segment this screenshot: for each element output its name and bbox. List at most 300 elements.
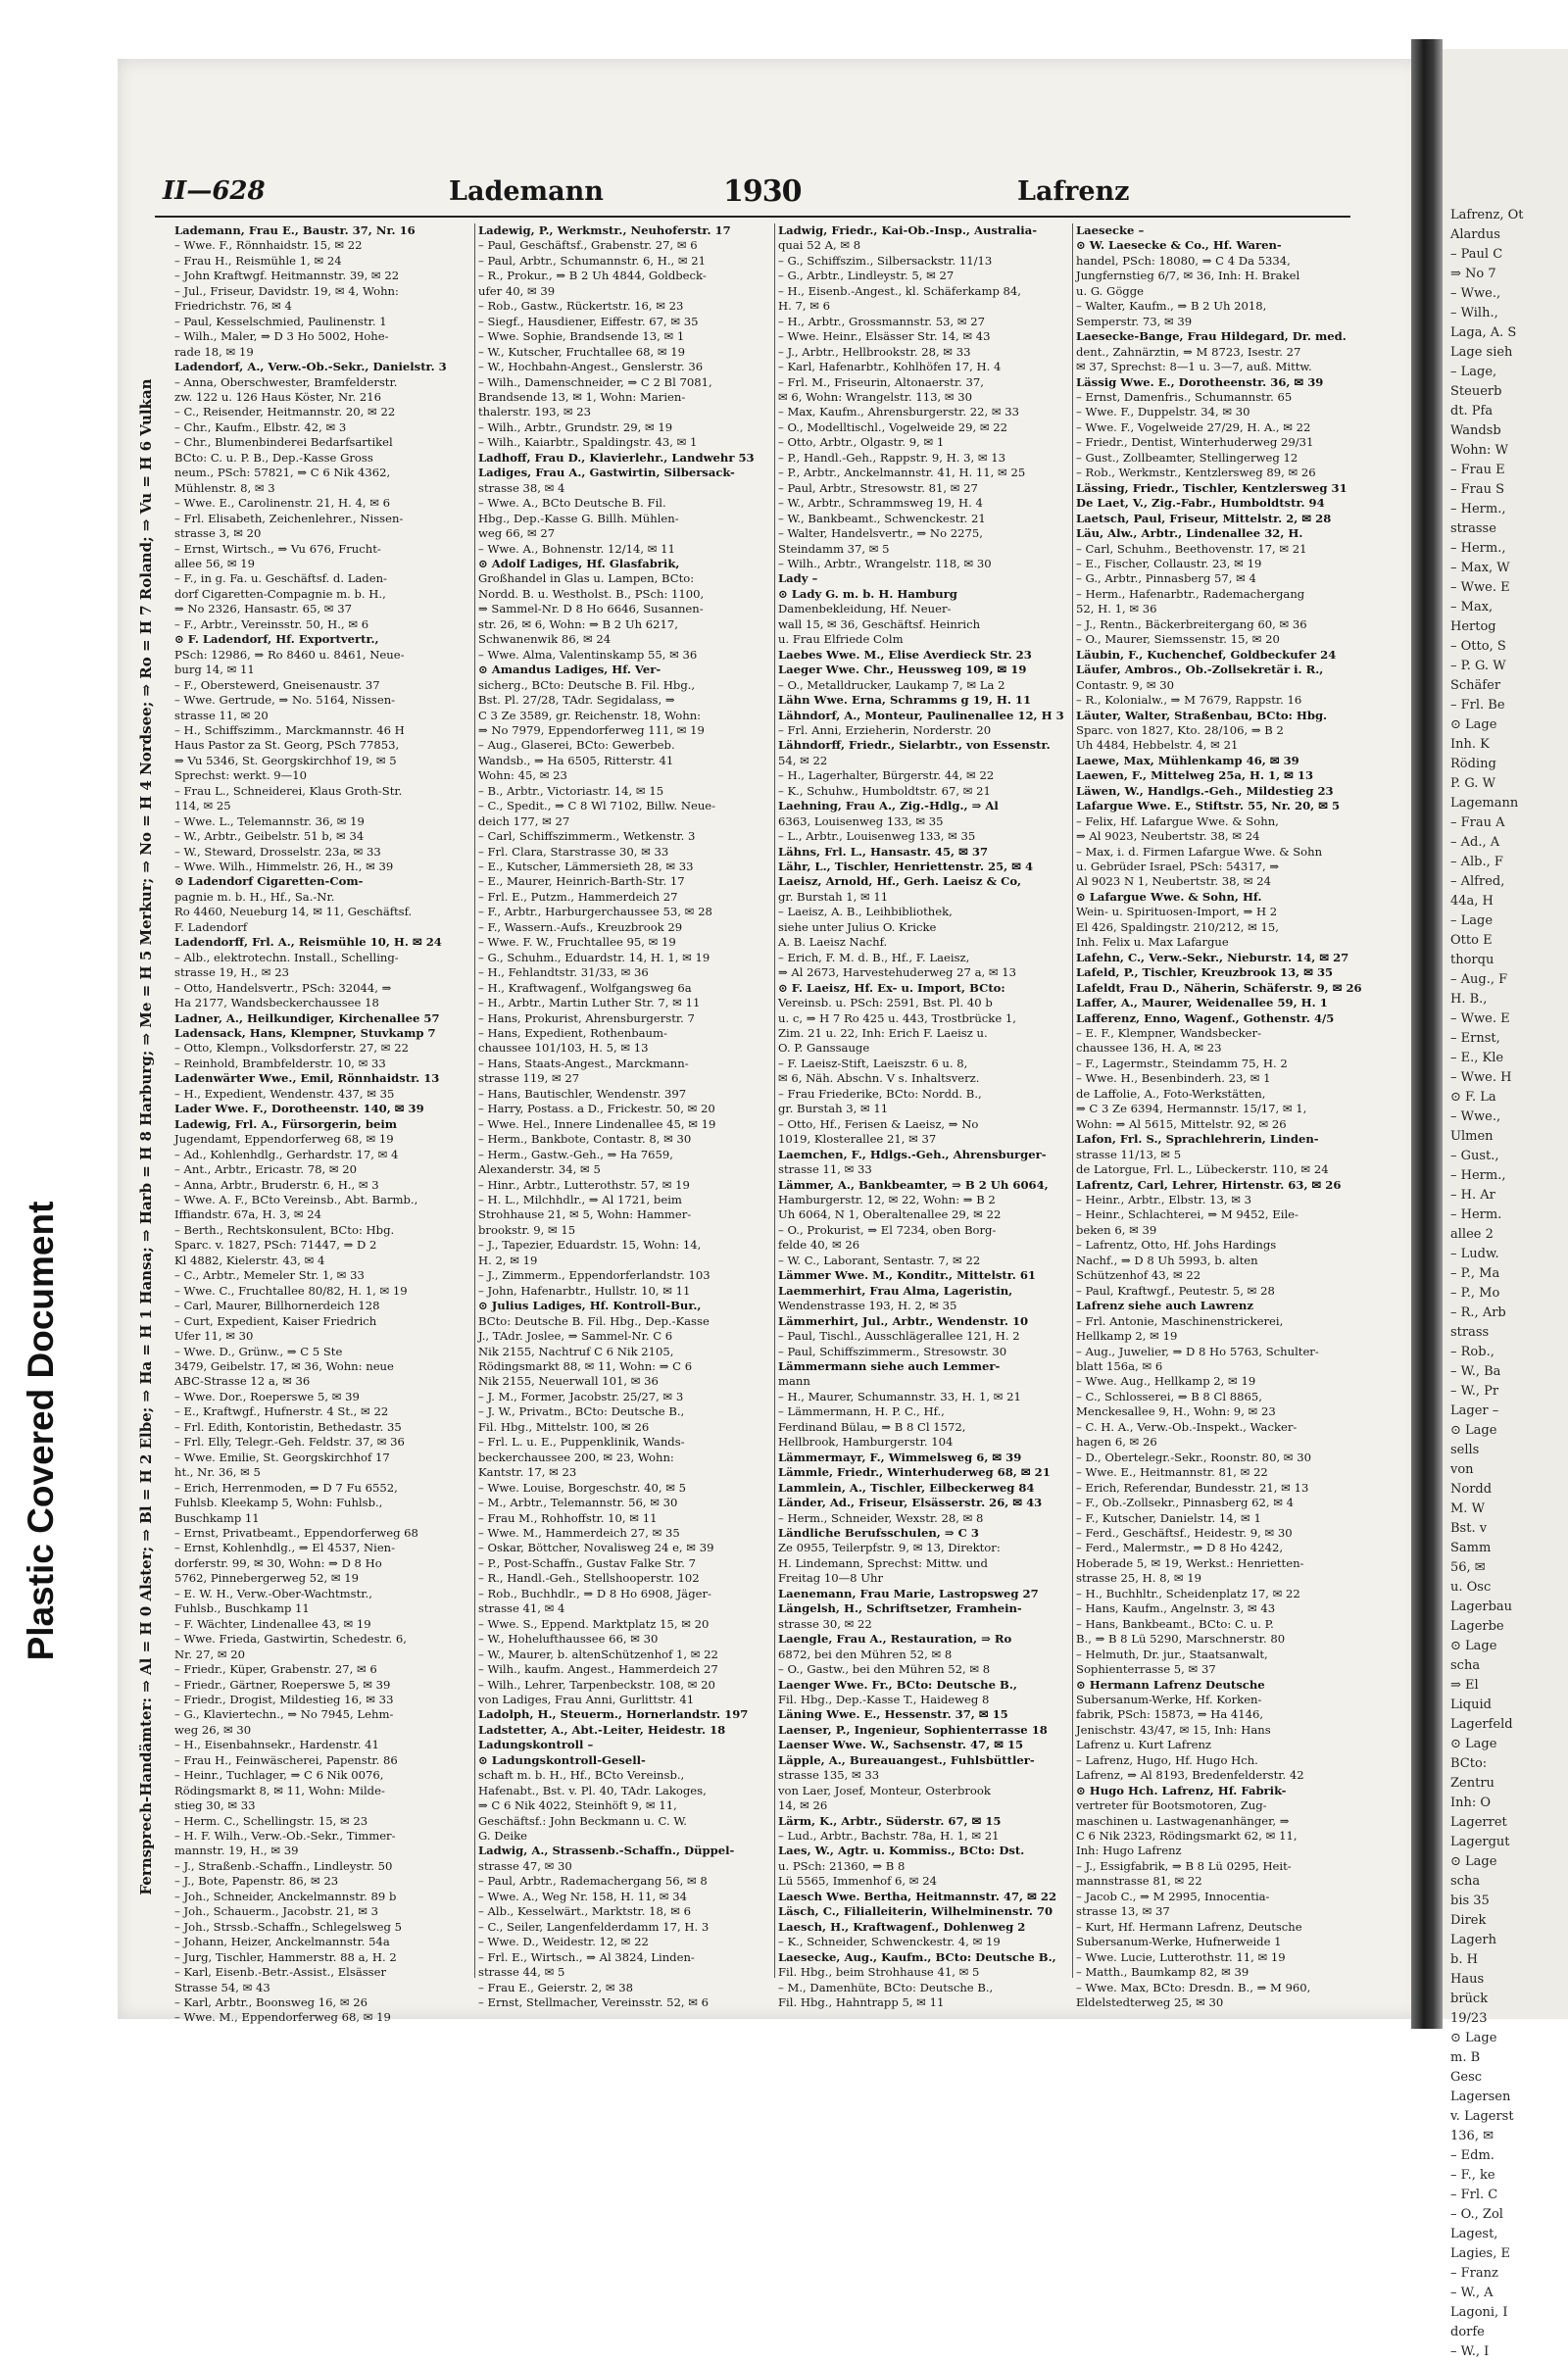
- directory-entry-line: 1019, Klosterallee 21, ✉ 37: [778, 1132, 937, 1147]
- facing-page-line: ⊙ F. La: [1450, 1090, 1496, 1105]
- directory-entry-line: – Siegf., Hausdiener, Eiffestr. 67, ✉ 35: [478, 314, 699, 328]
- directory-entry-line: O. P. Ganssauge: [778, 1041, 870, 1056]
- directory-entry-line: – Carl, Schuhm., Beethovenstr. 17, ✉ 21: [1076, 541, 1307, 556]
- directory-entry-line: – Frl. E., Putzm., Hammerdeich 27: [478, 889, 678, 904]
- directory-entry-line: Hamburgerstr. 12, ✉ 22, Wohn: ⇒ B 2: [778, 1193, 996, 1206]
- directory-entry-line: – Frau M., Rohhoffstr. 10, ✉ 11: [478, 1510, 658, 1525]
- facing-page-line: – P., Mo: [1450, 1286, 1500, 1301]
- directory-entry-line: – Paul, Tischl., Ausschlägerallee 121, H. 2: [778, 1329, 1020, 1344]
- directory-entry-line: Iffiandstr. 67a, H. 3, ✉ 24: [174, 1207, 321, 1222]
- directory-entry-line: – K., Schuhw., Humboldtstr. 67, ✉ 21: [778, 783, 991, 798]
- directory-entry-line: Al 9023 N 1, Neubertstr. 38, ✉ 24: [1076, 874, 1272, 889]
- directory-entry-line: Wendenstrasse 193, H. 2, ✉ 35: [778, 1299, 957, 1313]
- directory-entry-line: 5762, Pinnebergerweg 52, ✉ 19: [174, 1571, 359, 1586]
- directory-entry-line: Schützenhof 43, ✉ 22: [1076, 1268, 1201, 1283]
- facing-page-line: strasse: [1450, 521, 1496, 536]
- phone-exchange-legend: [129, 378, 163, 1895]
- directory-entry-line: – J., Essigfabrik, ⇒ B 8 Lü 0295, Heit-: [1076, 1858, 1292, 1873]
- facing-page-line: bis 35: [1450, 1894, 1490, 1908]
- directory-entry-line: Uh 4484, Hebbelstr. 4, ✉ 21: [1076, 738, 1239, 753]
- facing-page-line: – Wwe.,: [1450, 286, 1501, 301]
- facing-page-line: 19/23: [1450, 2011, 1488, 2026]
- directory-entry-line: beken 6, ✉ 39: [1076, 1222, 1157, 1237]
- directory-entry-line: Fil. Hbg., Dep.-Kasse T., Haideweg 8: [778, 1692, 990, 1706]
- directory-entry-line: ABC-Strasse 12 a, ✉ 36: [174, 1374, 311, 1389]
- directory-entry-line: – Erich, Referendar, Bundesstr. 21, ✉ 13: [1076, 1480, 1309, 1495]
- facing-page-line: Lager –: [1450, 1403, 1499, 1418]
- directory-entry-line: Lämmle, Friedr., Winterhuderweg 68, ✉ 21: [778, 1465, 1051, 1480]
- directory-entry-line: ⊙ Julius Ladiges, Hf. Kontroll-Bur.,: [478, 1299, 702, 1313]
- directory-entry-line: beckerchaussee 200, ✉ 23, Wohn:: [478, 1450, 674, 1464]
- directory-entry-line: – Paul, Schiffszimmerm., Stresowstr. 30: [778, 1344, 1007, 1358]
- directory-entry-line: – E., Maurer, Heinrich-Barth-Str. 17: [478, 874, 685, 889]
- directory-entry-line: – J., Arbtr., Hellbrookstr. 28, ✉ 33: [778, 344, 971, 359]
- directory-entry-line: – G., Schuhm., Eduardstr. 14, H. 1, ✉ 19: [478, 950, 710, 964]
- directory-entry-line: H. 2, ✉ 19: [478, 1253, 538, 1267]
- directory-entry-line: – P., Handl.-Geh., Rappstr. 9, H. 3, ✉ 13: [778, 450, 1005, 465]
- directory-entry-line: – Walter, Handelsvertr., ⇒ No 2275,: [778, 526, 983, 541]
- directory-entry-line: – C., Reisender, Heitmannstr. 20, ✉ 22: [174, 405, 396, 419]
- directory-entry-line: – F., Arbtr., Harburgerchaussee 53, ✉ 28: [478, 905, 712, 919]
- directory-entry-line: von Laer, Josef, Monteur, Osterbrook: [778, 1783, 991, 1797]
- facing-page-line: – O., Zol: [1450, 2207, 1503, 2222]
- directory-entry-line: Laemmerhirt, Frau Alma, Lageristin,: [778, 1283, 1013, 1298]
- directory-entry-line: vertreter für Bootsmotoren, Zug-: [1076, 1798, 1267, 1813]
- directory-entry-line: – Karl, Hafenarbtr., Kohlhöfen 17, H. 4: [778, 360, 1002, 374]
- directory-entry-line: Fil. Hbg., Mittelstr. 100, ✉ 26: [478, 1419, 650, 1434]
- directory-entry-line: – Wwe. Heinr., Elsässer Str. 14, ✉ 43: [778, 329, 991, 344]
- directory-entry-line: – Berth., Rechtskonsulent, BCto: Hbg.: [174, 1222, 395, 1237]
- directory-entry-line: Lähn Wwe. Erna, Schramms g 19, H. 11: [778, 693, 1032, 708]
- directory-entry-line: thalerstr. 193, ✉ 23: [478, 405, 592, 419]
- facing-page-line: – Herm.,: [1450, 541, 1506, 556]
- facing-page-line: sells: [1450, 1443, 1480, 1457]
- facing-page-line: M. W: [1450, 1501, 1485, 1516]
- directory-entry-line: Laenemann, Frau Marie, Lastropsweg 27: [778, 1586, 1039, 1600]
- directory-entry-line: – Hans, Bankbeamt., BCto: C. u. P.: [1076, 1616, 1274, 1631]
- facing-page-line: 136, ✉: [1450, 2129, 1494, 2143]
- facing-page-line: – Franz: [1450, 2266, 1498, 2281]
- directory-entry-line: Lafrenz siehe auch Lawrenz: [1076, 1299, 1253, 1313]
- directory-entry-line: – Wwe. Aug., Hellkamp 2, ✉ 19: [1076, 1374, 1256, 1389]
- facing-page-line: – Lage: [1450, 913, 1494, 928]
- header-left-name: Lademann: [449, 176, 604, 207]
- facing-page-line: b. H: [1450, 1952, 1478, 1967]
- directory-entry-line: Hellkamp 2, ✉ 19: [1076, 1329, 1178, 1344]
- directory-entry-line: Laewe, Max, Mühlenkamp 46, ✉ 39: [1076, 753, 1299, 767]
- directory-entry-line: Läuter, Walter, Straßenbau, BCto: Hbg.: [1076, 708, 1328, 722]
- directory-entry-line: Lafon, Frl. S., Sprachlehrerin, Linden-: [1076, 1132, 1319, 1147]
- directory-entry-line: – Wilh., Kaiarbtr., Spaldingstr. 43, ✉ 1: [478, 435, 698, 450]
- directory-entry-line: – Wwe. A., Bohnenstr. 12/14, ✉ 11: [478, 541, 675, 556]
- directory-entry-line: – Wwe. M., Hammerdeich 27, ✉ 35: [478, 1525, 680, 1540]
- directory-entry-line: F. Ladendorf: [174, 919, 248, 934]
- directory-entry-line: – Rob., Buchhdlr., ⇒ D 8 Ho 6908, Jäger-: [478, 1586, 711, 1600]
- directory-entry-line: – Wwe. Alma, Valentinskamp 55, ✉ 36: [478, 647, 698, 662]
- directory-entry-line: Rödingsmarkt 88, ✉ 11, Wohn: ⇒ C 6: [478, 1358, 693, 1373]
- directory-entry-line: brookstr. 9, ✉ 15: [478, 1222, 576, 1237]
- directory-entry-line: – J., Zimmerm., Eppendorferlandstr. 103: [478, 1268, 710, 1283]
- facing-page-line: Lagies, E: [1450, 2246, 1510, 2261]
- facing-page-line: Laga, A. S: [1450, 325, 1517, 340]
- directory-entry-line: Steindamm 37, ✉ 5: [778, 541, 890, 556]
- facing-page-line: – Wwe.,: [1450, 1109, 1501, 1124]
- directory-entry-line: ⇒ No 2326, Hansastr. 65, ✉ 37: [174, 602, 352, 616]
- directory-entry-line: C 6 Nik 2323, Rödingsmarkt 62, ✉ 11,: [1076, 1829, 1298, 1844]
- directory-entry-line: – H., Expedient, Wendenstr. 437, ✉ 35: [174, 1086, 395, 1101]
- directory-entry-line: – Hans, Kaufm., Angelnstr. 3, ✉ 43: [1076, 1601, 1276, 1616]
- directory-entry-line: chaussee 101/103, H. 5, ✉ 13: [478, 1041, 649, 1056]
- directory-entry-line: Ha 2177, Wandsbeckerchaussee 18: [174, 996, 379, 1010]
- directory-entry-line: – Rob., Werkmstr., Kentzlersweg 89, ✉ 26: [1076, 466, 1316, 480]
- directory-entry-line: – W., Kutscher, Fruchtallee 68, ✉ 19: [478, 344, 686, 359]
- directory-entry-line: – Lud., Arbtr., Bachstr. 78a, H. 1, ✉ 21: [778, 1829, 1000, 1844]
- directory-entry-line: str. 26, ✉ 6, Wohn: ⇒ B 2 Uh 6217,: [478, 616, 678, 631]
- directory-entry-line: u. c, ⇒ H 7 Ro 425 u. 443, Trostbrücke 1,: [778, 1010, 1016, 1025]
- directory-entry-line: deich 177, ✉ 27: [478, 813, 570, 828]
- facing-page-line: Haus: [1450, 1972, 1485, 1987]
- directory-entry-line: dorferstr. 99, ✉ 30, Wohn: ⇒ D 8 Ho: [174, 1555, 382, 1570]
- facing-page-line: Lagerfeld: [1450, 1717, 1513, 1732]
- facing-page-line: Lagerret: [1450, 1815, 1507, 1830]
- directory-entry-line: Fuhlsb. Kleekamp 5, Wohn: Fuhlsb.,: [174, 1496, 383, 1510]
- facing-page-line: Lagest,: [1450, 2227, 1498, 2241]
- directory-entry-line: Buschkamp 11: [174, 1510, 260, 1525]
- facing-page-line: 44a, H: [1450, 894, 1494, 909]
- facing-page-line: – W., A: [1450, 2286, 1494, 2300]
- directory-entry-line: – F., Lagermstr., Steindamm 75, H. 2: [1076, 1056, 1288, 1070]
- facing-page-line: ⇒ No 7: [1450, 267, 1496, 281]
- directory-entry-line: handel, PSch: 18080, ⇒ C 4 Da 5334,: [1076, 253, 1291, 268]
- directory-entry-line: – Otto, Handelsvertr., PSch: 32044, ⇒: [174, 980, 392, 995]
- facing-page-line: dt. Pfa: [1450, 404, 1494, 418]
- facing-page-line: – Ludw.: [1450, 1247, 1499, 1261]
- directory-entry-line: – Frl. L. u. E., Puppenklinik, Wands-: [478, 1435, 685, 1450]
- directory-entry-line: – H., Eisenbahnsekr., Hardenstr. 41: [174, 1738, 379, 1752]
- directory-entry-line: – H. F. Wilh., Verw.-Ob.-Sekr., Timmer-: [174, 1829, 396, 1844]
- facing-page-line: – Herm.,: [1450, 502, 1506, 517]
- directory-entry-line: – O., Gastw., bei den Mühren 52, ✉ 8: [778, 1662, 991, 1677]
- directory-entry-line: ✉ 37, Sprechst: 8—1 u. 3—7, auß. Mittw.: [1076, 360, 1312, 374]
- directory-entry-line: – Wwe. E., Heitmannstr. 81, ✉ 22: [1076, 1465, 1268, 1480]
- directory-entry-line: – F., Arbtr., Vereinsstr. 50, H., ✉ 6: [174, 616, 369, 631]
- directory-entry-line: Länder, Ad., Friseur, Elsässerstr. 26, ✉ 43: [778, 1496, 1043, 1510]
- directory-entry-line: Lader Wwe. F., Dorotheenstr. 140, ✉ 39: [174, 1102, 424, 1116]
- directory-entry-line: Laeisz, Arnold, Hf., Gerh. Laeisz & Co,: [778, 874, 1022, 889]
- directory-entry-line: Freitag 10—8 Uhr: [778, 1571, 884, 1586]
- directory-entry-line: rade 18, ✉ 19: [174, 344, 254, 359]
- directory-entry-line: ufer 40, ✉ 39: [478, 283, 556, 298]
- facing-page-line: – Rob.,: [1450, 1345, 1494, 1359]
- directory-entry-line: Lademann, Frau E., Baustr. 37, Nr. 16: [174, 223, 416, 237]
- directory-entry-line: Laemchen, F., Hdlgs.-Geh., Ahrensburger-: [778, 1147, 1047, 1161]
- directory-entry-line: – Matth., Baumkamp 82, ✉ 39: [1076, 1965, 1250, 1980]
- facing-page-line: Schäfer: [1450, 678, 1501, 693]
- book-spine: [1411, 39, 1443, 2029]
- directory-entry-line: Ladiges, Frau A., Gastwirtin, Silbersack-: [478, 466, 735, 480]
- facing-page-line: Samm: [1450, 1541, 1492, 1555]
- directory-entry-line: H. Lindemann, Sprechst: Mittw. und: [778, 1555, 988, 1570]
- directory-entry-line: Nik 2155, Nachtruf C 6 Nik 2105,: [478, 1344, 674, 1358]
- facing-page-line: ⇒ El: [1450, 1678, 1479, 1693]
- directory-entry-line: Nr. 27, ✉ 20: [174, 1647, 246, 1661]
- directory-entry-line: – Wwe. L., Telemannstr. 36, ✉ 19: [174, 813, 365, 828]
- facing-page-line: Lafrenz, Ot: [1450, 208, 1524, 222]
- directory-entry-line: Nordd. B. u. Westholst. B., PSch: 1100,: [478, 586, 705, 601]
- directory-entry-line: Lü 5565, Immenhof 6, ✉ 24: [778, 1874, 937, 1889]
- facing-page-line: – Ad., A: [1450, 835, 1500, 850]
- directory-entry-line: – Friedr., Drogist, Mildestieg 16, ✉ 33: [174, 1692, 394, 1706]
- directory-entry-line: – Alb., elektrotechn. Install., Schelling-: [174, 950, 399, 964]
- facing-page-line: ⊙ Lage: [1450, 717, 1497, 732]
- facing-page-line: Lagersen: [1450, 2090, 1511, 2104]
- directory-entry-line: zw. 122 u. 126 Haus Köster, Nr. 216: [174, 389, 381, 404]
- directory-entry-line: Lähr, L., Tischler, Henriettenstr. 25, ✉ 4: [778, 860, 1034, 874]
- directory-entry-line: – F. Wächter, Lindenallee 43, ✉ 19: [174, 1616, 371, 1631]
- directory-entry-line: Ladwig, Friedr., Kai-Ob.-Insp., Australia-: [778, 223, 1038, 237]
- directory-entry-line: – Heinr., Tuchlager, ⇒ C 6 Nik 0076,: [174, 1768, 384, 1783]
- directory-entry-line: – H., Schiffszimm., Marckmannstr. 46 H: [174, 722, 405, 737]
- facing-page-line: – Wwe. E: [1450, 1011, 1510, 1026]
- directory-entry-line: Ferdinand Bülau, ⇒ B 8 Cl 1572,: [778, 1419, 966, 1434]
- directory-entry-line: – Laeisz, A. B., Leihbibliothek,: [778, 905, 953, 919]
- directory-entry-line: Laesecke, Aug., Kaufm., BCto: Deutsche B.,: [778, 1949, 1056, 1964]
- directory-entry-line: – Hans, Bautischler, Wendenstr. 397: [478, 1086, 687, 1101]
- directory-entry-line: ⊙ Lady G. m. b. H. Hamburg: [778, 586, 957, 601]
- directory-entry-line: – Ferd., Malermstr., ⇒ D 8 Ho 4242,: [1076, 1541, 1284, 1555]
- directory-entry-line: Ufer 11, ✉ 30: [174, 1329, 254, 1344]
- directory-entry-line: Lafrenz u. Kurt Lafrenz: [1076, 1738, 1212, 1752]
- directory-entry-line: – John, Hafenarbtr., Hullstr. 10, ✉ 11: [478, 1283, 691, 1298]
- page-number: II—628: [163, 176, 266, 206]
- directory-entry-line: – G., Klaviertechn., ⇒ No 7945, Lehm-: [174, 1707, 394, 1722]
- facing-page-line: Wandsb: [1450, 423, 1501, 438]
- directory-entry-line: – Wilh., Arbtr., Wrangelstr. 118, ✉ 30: [778, 556, 992, 570]
- directory-entry-line: – M., Arbtr., Telemannstr. 56, ✉ 30: [478, 1496, 678, 1510]
- directory-entry-line: stieg 30, ✉ 33: [174, 1798, 256, 1813]
- facing-page-line: BCto:: [1450, 1756, 1488, 1771]
- header-year: 1930: [723, 174, 802, 209]
- directory-entry-line: pagnie m. b. H., Hf., Sa.-Nr.: [174, 889, 335, 904]
- directory-entry-line: Läsch, C., Filialleiterin, Wilhelminenstr. 70: [778, 1904, 1054, 1919]
- directory-entry-line: Fil. Hbg., Hahntrapp 5, ✉ 11: [778, 1995, 945, 2010]
- facing-page-line: thorqu: [1450, 953, 1494, 967]
- directory-entry-line: – W., Arbtr., Geibelstr. 51 b, ✉ 34: [174, 829, 365, 844]
- directory-entry-line: Schwanenwik 86, ✉ 24: [478, 632, 612, 647]
- directory-entry-line: ⊙ Ladungskontroll-Gesell-: [478, 1752, 646, 1767]
- directory-entry-line: – J., Straßenb.-Schaffn., Lindleystr. 50: [174, 1858, 393, 1873]
- directory-entry-line: – Max, i. d. Firmen Lafargue Wwe. & Sohn: [1076, 844, 1323, 859]
- directory-entry-line: El 426, Spaldingstr. 210/212, ✉ 15,: [1076, 919, 1279, 934]
- directory-entry-line: Ladewig, Frl. A., Fürsorgerin, beim: [174, 1116, 398, 1131]
- directory-entry-line: – B., Arbtr., Victoriastr. 14, ✉ 15: [478, 783, 664, 798]
- directory-entry-line: Lämmermayr, F., Wimmelsweg 6, ✉ 39: [778, 1450, 1022, 1464]
- directory-entry-line: Läubin, F., Kuchenchef, Goldbeckufer 24: [1076, 647, 1337, 662]
- directory-entry-line: Jungfernstieg 6/7, ✉ 36, Inh: H. Brakel: [1076, 269, 1300, 283]
- directory-entry-line: – Hans, Expedient, Rothenbaum-: [478, 1026, 667, 1041]
- directory-entry-line: – C., Seiler, Langenfelderdamm 17, H. 3: [478, 1919, 710, 1934]
- directory-entry-line: neum., PSch: 57821, ⇒ C 6 Nik 4362,: [174, 466, 391, 480]
- directory-entry-line: – Wwe. Hel., Innere Lindenallee 45, ✉ 19: [478, 1116, 716, 1131]
- facing-page-line: u. Osc: [1450, 1580, 1492, 1595]
- directory-entry-line: Ladungskontroll –: [478, 1738, 594, 1752]
- directory-entry-line: Alexanderstr. 34, ✉ 5: [478, 1162, 601, 1177]
- directory-entry-line: – Herm., Schneider, Wexstr. 28, ✉ 8: [778, 1510, 984, 1525]
- directory-entry-line: Sparc. v. 1827, PSch: 71447, ⇒ D 2: [174, 1238, 377, 1253]
- directory-entry-line: Ladendorff, Frl. A., Reismühle 10, H. ✉ 24: [174, 935, 442, 950]
- directory-entry-line: 114, ✉ 25: [174, 799, 231, 813]
- directory-entry-line: – L., Arbtr., Louisenweg 133, ✉ 35: [778, 829, 976, 844]
- directory-entry-line: Subersanum-Werke, Hf. Korken-: [1076, 1692, 1262, 1706]
- facing-page-line: – Frau E: [1450, 463, 1505, 477]
- directory-entry-line: – H. L., Milchhdlr., ⇒ Al 1721, beim: [478, 1193, 682, 1206]
- directory-entry-line: Kantstr. 17, ✉ 23: [478, 1465, 577, 1480]
- directory-entry-line: – P., Arbtr., Anckelmannstr. 41, H. 11, ✉ 25: [778, 466, 1026, 480]
- directory-entry-line: Haus Pastor za St. Georg, PSch 77853,: [174, 738, 400, 753]
- directory-entry-line: Lähndorff, Friedr., Sielarbtr., von Essenstr.: [778, 738, 1051, 753]
- directory-entry-line: – Kurt, Hf. Hermann Lafrenz, Deutsche: [1076, 1919, 1302, 1934]
- directory-entry-line: – Wwe. F., Duppelstr. 34, ✉ 30: [1076, 405, 1250, 419]
- facing-page-line: Hertog: [1450, 619, 1496, 634]
- directory-entry-line: – Anna, Oberschwester, Bramfelderstr.: [174, 374, 398, 389]
- facing-page-line: ⊙ Lage: [1450, 1639, 1497, 1653]
- directory-entry-line: Hbg., Dep.-Kasse G. Billh. Mühlen-: [478, 511, 679, 525]
- directory-entry-line: Ladolph, H., Steuerm., Hornerlandstr. 197: [478, 1707, 749, 1722]
- directory-entry-line: strasse 41, ✉ 4: [478, 1601, 565, 1616]
- directory-entry-line: Wandsb., ⇒ Ha 6505, Ritterstr. 41: [478, 753, 674, 767]
- directory-entry-line: Mühlenstr. 8, ✉ 3: [174, 480, 275, 495]
- directory-entry-line: – Jurg, Tischler, Hammerstr. 88 a, H. 2: [174, 1949, 397, 1964]
- directory-entry-line: Wohn: 45, ✉ 23: [478, 768, 567, 783]
- directory-entry-line: – R., Handl.-Geh., Stellshooperstr. 102: [478, 1571, 700, 1586]
- directory-entry-line: – Wwe. Dor., Roeperswe 5, ✉ 39: [174, 1389, 360, 1403]
- directory-entry-line: – Frl. Clara, Starstrasse 30, ✉ 33: [478, 844, 669, 859]
- directory-entry-line: Lässig Wwe. E., Dorotheenstr. 36, ✉ 39: [1076, 374, 1324, 389]
- directory-entry-line: – Frl. Elly, Telegr.-Geh. Feldstr. 37, ✉ 36: [174, 1435, 405, 1450]
- facing-page-line: – W., Pr: [1450, 1384, 1499, 1399]
- facing-page-line: brück: [1450, 1992, 1489, 2006]
- directory-entry-line: Inh: Hugo Lafrenz: [1076, 1844, 1182, 1858]
- facing-page-line: – Wilh.,: [1450, 306, 1498, 320]
- directory-entry-line: Brandsende 13, ✉ 1, Wohn: Marien-: [478, 389, 686, 404]
- directory-entry-line: Ladendorf, A., Verw.-Ob.-Sekr., Danielstr. 3: [174, 360, 447, 374]
- directory-entry-line: Laehning, Frau A., Zig.-Hdlg., ⇒ Al: [778, 799, 999, 813]
- directory-entry-line: – Friedr., Küper, Grabenstr. 27, ✉ 6: [174, 1662, 377, 1677]
- directory-entry-line: 6363, Louisenweg 133, ✉ 35: [778, 813, 944, 828]
- directory-entry-line: Damenbekleidung, Hf. Neuer-: [778, 602, 952, 616]
- page-header: [155, 172, 1350, 218]
- directory-entry-line: Ladner, A., Heilkundiger, Kirchenallee 57: [174, 1010, 440, 1025]
- directory-entry-line: – F., Kutscher, Danielstr. 14, ✉ 1: [1076, 1510, 1261, 1525]
- facing-page-line: – Herm.,: [1450, 1168, 1506, 1183]
- directory-entry-line: BCto: Deutsche B. Fil. Hbg., Dep.-Kasse: [478, 1313, 710, 1328]
- directory-entry-line: – R., Kolonialw., ⇒ M 7679, Rappstr. 16: [1076, 693, 1302, 708]
- directory-entry-line: – Wilh., Arbtr., Grundstr. 29, ✉ 19: [478, 419, 673, 434]
- directory-entry-line: – Ernst, Damenfris., Schumannstr. 65: [1076, 389, 1293, 404]
- directory-entry-line: – Carl, Schiffszimmerm., Wetkenstr. 3: [478, 829, 696, 844]
- directory-entry-line: ⇒ C 3 Ze 6394, Hermannstr. 15/17, ✉ 1,: [1076, 1102, 1307, 1116]
- directory-entry-line: u. Gebrüder Israel, PSch: 54317, ⇒: [1076, 860, 1280, 874]
- directory-entry-line: – Wwe. D., Grünw., ⇒ C 5 Ste: [174, 1344, 343, 1358]
- directory-entry-line: Bst. Pl. 27/28, TAdr. Segidalass, ⇒: [478, 693, 675, 708]
- directory-entry-line: A. B. Laeisz Nachf.: [778, 935, 888, 950]
- directory-entry-line: – W., Hochbahn-Angest., Genslerstr. 36: [478, 360, 704, 374]
- directory-entry-line: ⊙ F. Laeisz, Hf. Ex- u. Import, BCto:: [778, 980, 1005, 995]
- directory-entry-line: ⊙ Lafargue Wwe. & Sohn, Hf.: [1076, 889, 1262, 904]
- directory-entry-line: – Felix, Hf. Lafargue Wwe. & Sohn,: [1076, 813, 1279, 828]
- directory-entry-line: u. PSch: 21360, ⇒ B 8: [778, 1858, 906, 1873]
- directory-entry-line: wall 15, ✉ 36, Geschäftsf. Heinrich: [778, 616, 981, 631]
- directory-entry-line: Fil. Hbg., beim Strohhause 41, ✉ 5: [778, 1965, 980, 1980]
- directory-entry-line: – Johann, Heizer, Anckelmannstr. 54a: [174, 1935, 390, 1949]
- directory-entry-line: – H., Kraftwagenf., Wolfgangsweg 6a: [478, 980, 692, 995]
- directory-entry-line: – Wilh., Damenschneider, ⇒ C 2 Bl 7081,: [478, 374, 712, 389]
- directory-entry-line: – O., Prokurist, ⇒ El 7234, oben Borg-: [778, 1222, 997, 1237]
- facing-page-line: – Frau S: [1450, 482, 1505, 497]
- directory-entry-line: – E., Kutscher, Lämmersieth 28, ✉ 33: [478, 860, 694, 874]
- directory-entry-line: – Frl. M., Friseurin, Altonaerstr. 37,: [778, 374, 984, 389]
- directory-entry-line: Lässing, Friedr., Tischler, Kentzlersweg 31: [1076, 480, 1348, 495]
- directory-entry-line: – Chr., Kaufm., Elbstr. 42, ✉ 3: [174, 419, 347, 434]
- directory-entry-line: – Frl. Anni, Erzieherin, Norderstr. 20: [778, 722, 992, 737]
- directory-entry-line: – E. W. H., Verw.-Ober-Wachtmstr.,: [174, 1586, 372, 1600]
- directory-entry-line: Geschäftsf.: John Beckmann u. C. W.: [478, 1813, 687, 1828]
- directory-entry-line: – Heinr., Arbtr., Elbstr. 13, ✉ 3: [1076, 1193, 1252, 1206]
- facing-page-line: Lage sieh: [1450, 345, 1513, 360]
- directory-entry-line: Lähndorf, A., Monteur, Paulinenallee 12, H 3: [778, 708, 1064, 722]
- facing-page-line: – P., Ma: [1450, 1266, 1500, 1281]
- directory-entry-line: – J. M., Former, Jacobstr. 25/27, ✉ 3: [478, 1389, 684, 1403]
- directory-entry-line: – Ferd., Geschäftsf., Heidestr. 9, ✉ 30: [1076, 1525, 1293, 1540]
- facing-page-line: H. B.,: [1450, 992, 1488, 1007]
- facing-page-line: – Max,: [1450, 600, 1494, 615]
- directory-entry-line: gr. Burstah 1, ✉ 11: [778, 889, 889, 904]
- directory-entry-line: Längelsh, H., Schriftsetzer, Framhein-: [778, 1601, 1022, 1616]
- directory-entry-line: strasse 38, ✉ 4: [478, 480, 565, 495]
- directory-entry-line: – Joh., Schauerm., Jacobstr. 21, ✉ 3: [174, 1904, 378, 1919]
- header-right-name: Lafrenz: [1017, 176, 1130, 207]
- directory-entry-line: Wohn: ⇒ Al 5615, Mittelstr. 92, ✉ 26: [1076, 1116, 1287, 1131]
- directory-entry-line: strasse 3, ✉ 20: [174, 526, 262, 541]
- directory-entry-line: Laesecke-Bange, Frau Hildegard, Dr. med.: [1076, 329, 1347, 344]
- directory-entry-line: Hellbrook, Hamburgerstr. 104: [778, 1435, 954, 1450]
- directory-entry-line: – E., Kraftwgf., Hufnerstr. 4 St., ✉ 22: [174, 1404, 389, 1419]
- facing-page-line: – Max, W: [1450, 561, 1510, 575]
- directory-entry-line: – Friedr., Gärtner, Roeperswe 5, ✉ 39: [174, 1677, 391, 1692]
- directory-entry-line: H. 7, ✉ 6: [778, 299, 831, 314]
- directory-entry-line: – J., Bote, Papenstr. 86, ✉ 23: [174, 1874, 339, 1889]
- directory-entry-line: de Laffolie, A., Foto-Werkstätten,: [1076, 1086, 1266, 1101]
- directory-entry-line: Lafeldt, Frau D., Näherin, Schäferstr. 9, ✉ 26: [1076, 980, 1362, 995]
- directory-entry-line: Laetsch, Paul, Friseur, Mittelstr. 2, ✉ 28: [1076, 511, 1332, 525]
- directory-entry-line: B., ⇒ B 8 Lü 5290, Marschnerstr. 80: [1076, 1632, 1286, 1647]
- directory-entry-line: – Jul., Friseur, Davidstr. 19, ✉ 4, Wohn:: [174, 283, 399, 298]
- directory-entry-line: ✉ 6, Wohn: Wrangelstr. 113, ✉ 30: [778, 389, 972, 404]
- facing-page: [1443, 49, 1568, 2359]
- directory-entry-line: hagen 6, ✉ 26: [1076, 1435, 1157, 1450]
- directory-entry-line: Laesch Wwe. Bertha, Heitmannstr. 47, ✉ 22: [778, 1889, 1057, 1903]
- directory-entry-line: Laewen, F., Mittelweg 25a, H. 1, ✉ 13: [1076, 768, 1314, 783]
- directory-entry-line: ⊙ Hugo Hch. Lafrenz, Hf. Fabrik-: [1076, 1783, 1287, 1797]
- directory-entry-line: dorf Cigaretten-Compagnie m. b. H.,: [174, 586, 386, 601]
- directory-entry-line: – Wwe. Emilie, St. Georgskirchhof 17: [174, 1450, 390, 1464]
- directory-entry-line: Lafargue Wwe. E., Stiftstr. 55, Nr. 20, ✉ 5: [1076, 799, 1341, 813]
- directory-entry-line: – Frl. E., Wirtsch., ⇒ Al 3824, Linden-: [478, 1949, 695, 1964]
- directory-entry-line: Eldelstedterweg 25, ✉ 30: [1076, 1995, 1224, 2010]
- facing-page-line: Zentru: [1450, 1776, 1494, 1791]
- facing-page-line: – Paul C: [1450, 247, 1503, 262]
- directory-entry-line: – Ernst, Wirtsch., ⇒ Vu 676, Frucht-: [174, 541, 381, 556]
